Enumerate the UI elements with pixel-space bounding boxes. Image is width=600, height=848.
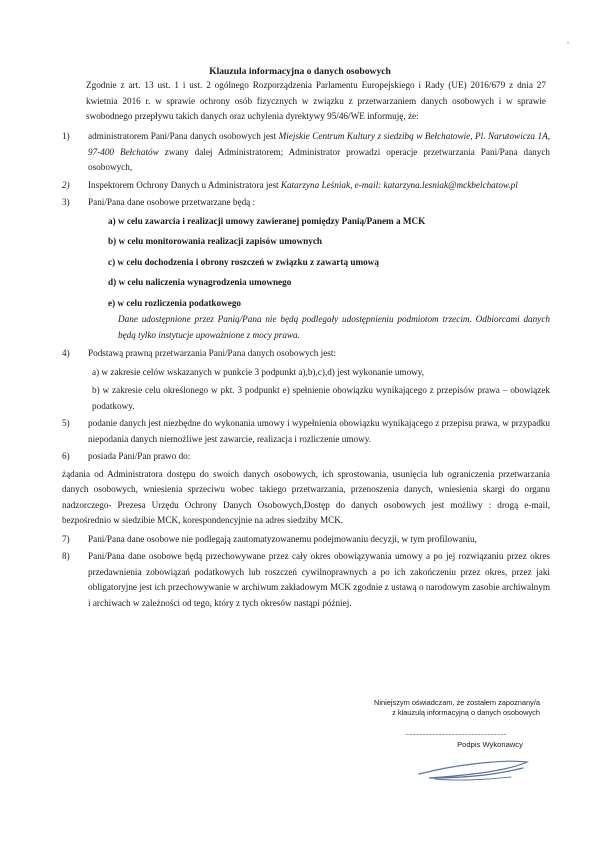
administrator-name: Miejskie Centrum Kultury z siedzibą w Bełchatowie, Pl. Narutowicza 1A, 97-400 Bełchatów — [88, 131, 550, 157]
list-item-3 — [62, 195, 550, 343]
list-item-4 — [62, 346, 550, 414]
purpose-e: e) w celu rozliczenia podatkowego — [108, 297, 242, 308]
item-lead: Podstawą prawną przetwarzania Pani/Pana danych osobowych jest: — [88, 348, 336, 358]
rights-paragraph: żądania od Administratora dostępu do swoich danych osobowych, ich sprostowania, usunięcia lub ograniczenia przetwarzania danych osobowych, wniesienia sprzeciwu wobec takiego przetwarzania, przenoszenia danych, wniesienia skargi do organu nadzorczego- Prezesa Urzędu Ochrony Danych Osobowych,Dostęp do danych osobowych jest możliwy : drogą e-mail, bezpośrednio w siedzibie MCK, korespondencyjnie na adres siedziby MCK. — [62, 468, 550, 525]
declaration-line-2: z klauzulą informacyjną o danych osobowych — [392, 708, 540, 717]
signature-caption: Podpis Wykonawcy — [457, 740, 523, 749]
legal-basis-a: a) w zakresie celów wskazanych w punkcie 3 podpunkt a),b),c),d) jest wykonanie umowy, — [92, 366, 425, 377]
item-number: 5) — [62, 418, 70, 428]
item-number: 3) — [62, 197, 70, 207]
purpose-d: d) w celu naliczenia wynagrodzenia umownego — [108, 277, 292, 287]
iod-contact: Katarzyna Leśniak, e-mail: katarzyna.lesniak@mckbelchatow.pl — [280, 179, 518, 190]
corner-mark: › — [567, 40, 569, 46]
list-item-2 — [62, 178, 550, 194]
declaration — [330, 698, 540, 718]
item-lead: posiada Pani/Pan prawo do: — [88, 451, 191, 461]
signature-line: ...................................................................... — [405, 730, 507, 737]
purpose-c: c) w celu dochodzenia i obrony roszczeń w związku z zawartą umową — [108, 256, 379, 267]
list-item-8 — [62, 549, 550, 611]
item-lead: Pani/Pana dane osobowe przetwarzane będą : — [88, 197, 256, 207]
item-text: zwany dalej Administratorem; Administrator prowadzi operacje przetwarzania Pani/Pana danych osobowych, — [88, 146, 551, 172]
item-text: Pani/Pana dane osobowe będą przechowywane przez cały okres obowiązywania umowy a po jej rozwiązaniu przez okres przedawnienia zobowiązań podatkowych lub roszczeń cywilnoprawnych a po ich zakończeniu przez okres, przez jaki obligatoryjne jest ich przechowywanie w archiwum zakładowym MCK zgodnie z ustawą o narodowym zasobie archiwalnym i archiwach w zależności od tego, który z tych okresów nastąpi później. — [88, 551, 550, 608]
item-text: Pani/Pana dane osobowe nie podlegają zautomatyzowanemu podejmowaniu decyzji, w tym profilowaniu, — [88, 533, 477, 544]
list-item-1 — [62, 129, 550, 176]
list-item-7 — [62, 532, 550, 548]
recipients-note: Dane udostępnione przez Panią/Pana nie będą podlegały udostępnieniu podmiotom trzecim. Odbiorcami danych będą tylko instytucje upoważnione z mocy prawa. — [118, 314, 550, 340]
item-number: 8) — [62, 551, 70, 561]
item-text: podanie danych jest niezbędne do wykonania umowy i wypełnienia obowiązku wynikającego z przepisu prawa, w przypadku niepodania danych niemożliwe jest zawarcie, realizacja i rozliczenie umowy. — [88, 418, 550, 444]
clause-list — [62, 129, 550, 613]
item-number: 7) — [62, 533, 70, 544]
item-number: 1) — [62, 131, 70, 141]
item-number: 6) — [62, 451, 70, 461]
list-item-5 — [62, 416, 550, 447]
item-text: administratorem Pani/Pana danych osobowych jest — [88, 131, 279, 141]
document-title: Klauzula informacyjna o danych osobowych — [209, 66, 391, 77]
intro-paragraph: Zgodnie z art. 13 ust. 1 i ust. 2 ogólnego Rozporządzenia Parlamentu Europejskiego i Rady (UE) 2016/679 z dnia 27 kwietnia 2016 r. w sprawie ochrony osób fizycznych w związku z przetwarzaniem danych osobowych i w sprawie swobodnego przepływu takich danych oraz uchylenia dyrektywy 95/46/WE informuję, że: — [86, 80, 546, 121]
item-number: 2) — [62, 179, 70, 190]
purpose-b: b) w celu monitorowania realizacji zapisów umownych — [108, 236, 323, 246]
item-text: Inspektorem Ochrony Danych u Administratora jest — [88, 179, 281, 190]
legal-basis-b: b) w zakresie celu określonego w pkt. 3 podpunkt e) spełnienie obowiązku wynikającego z przepisów prawa – obowiązek podatkowy. — [92, 385, 550, 411]
declaration-line-1: Niniejszym oświadczam, że zostałem zapoznany/a — [374, 698, 540, 707]
item-number: 4) — [62, 348, 70, 358]
purpose-a: a) w celu zawarcia i realizacji umowy zawieranej pomiędzy Panią/Panem a MCK — [108, 215, 426, 226]
handwritten-signature — [415, 748, 535, 788]
list-item-6 — [62, 449, 550, 465]
